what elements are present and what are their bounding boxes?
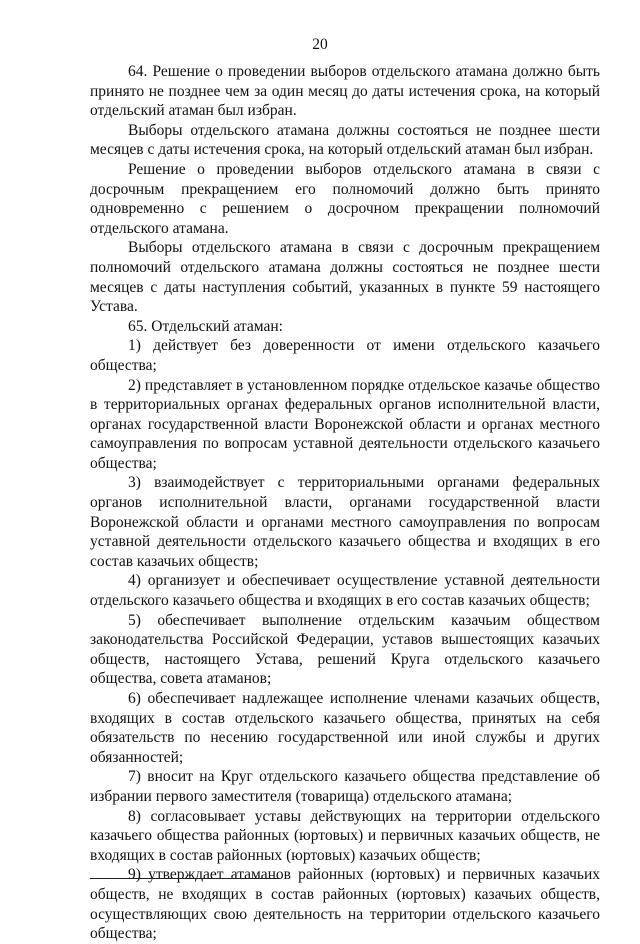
paragraph-65-heading: 65. Отдельский атаман:: [128, 317, 283, 335]
page-number: 20: [312, 36, 328, 53]
list-item-8: 8) согласовывает уставы действующих на территории отдельского казачьего общества районных (юртовых) и первичных казачьих обществ, не входящих в состав районных (юртовых) казачьих обществ;: [90, 807, 600, 864]
list-item-3: 3) взаимодействует с территориальными органами федеральных органов исполнительной власти, органами государственной власти Воронежской области и органами местного самоуправления по вопросам уставной деятельности отдельского казачьего общества и входящих в его состав казачьих обществ;: [90, 474, 600, 570]
list-item-4: 4) организует и обеспечивает осуществление уставной деятельности отдельского казачьего общества и входящих в его состав казачьих обществ;: [90, 572, 600, 610]
paragraph-early-termination-decision: Решение о проведении выборов отдельского атамана в связи с досрочным прекращением его полномочий должно быть принято одновременно с решением о досрочном прекращении полномочий отдельского атамана.: [90, 160, 600, 237]
paragraph-64-deadline: 64. Решение о проведении выборов отдельского атамана должно быть принято не позднее чем за один месяц до даты истечения срока, на который отдельский атаман был избран.: [90, 63, 600, 120]
document-body: [90, 62, 600, 944]
paragraph-elections-term: Выборы отдельского атамана должны состояться не позднее шести месяцев с даты истечения срока, на который отдельский атаман был избран.: [90, 121, 600, 159]
list-item-7: 7) вносит на Круг отдельского казачьего общества представление об избрании первого заместителя (товарища) отдельского атамана;: [90, 768, 600, 805]
list-item-9: 9) утверждает атаманов районных (юртовых) и первичных казачьих обществ, не входящих в состав районных (юртовых) казачьих обществ, осуществляющих свою деятельность на территории отдельского казачьего общества;: [90, 866, 600, 943]
list-item-2: 2) представляет в установленном порядке отдельское казачье общество в территориальных органах федеральных органов исполнительной власти, органах государственной власти Воронежской области и органах местного самоуправления по вопросам уставной деятельности отдельского казачьего общества;: [90, 376, 600, 472]
list-item-5: 5) обеспечивает выполнение отдельским казачьим обществом законодательства Российской Федерации, уставов вышестоящих казачьих обществ, настоящего Устава, решений Круга отдельского казачьего общества, совета атаманов;: [90, 611, 600, 688]
list-item-1: 1) действует без доверенности от имени отдельского казачьего общества;: [90, 337, 600, 374]
paragraph-early-elections: Выборы отдельского атамана в связи с досрочным прекращением полномочий отдельского атамана должны состояться не позднее шести месяцев с даты наступления событий, указанных в пункте 59 настоящего Устава.: [90, 239, 600, 316]
list-item-6: 6) обеспечивает надлежащее исполнение членами казачьих обществ, входящих в состав отдельского казачьего общества, принятых на себя обязательств по несению государственной или иной службы и других обязанностей;: [90, 690, 600, 766]
footer-divider: [90, 878, 280, 879]
